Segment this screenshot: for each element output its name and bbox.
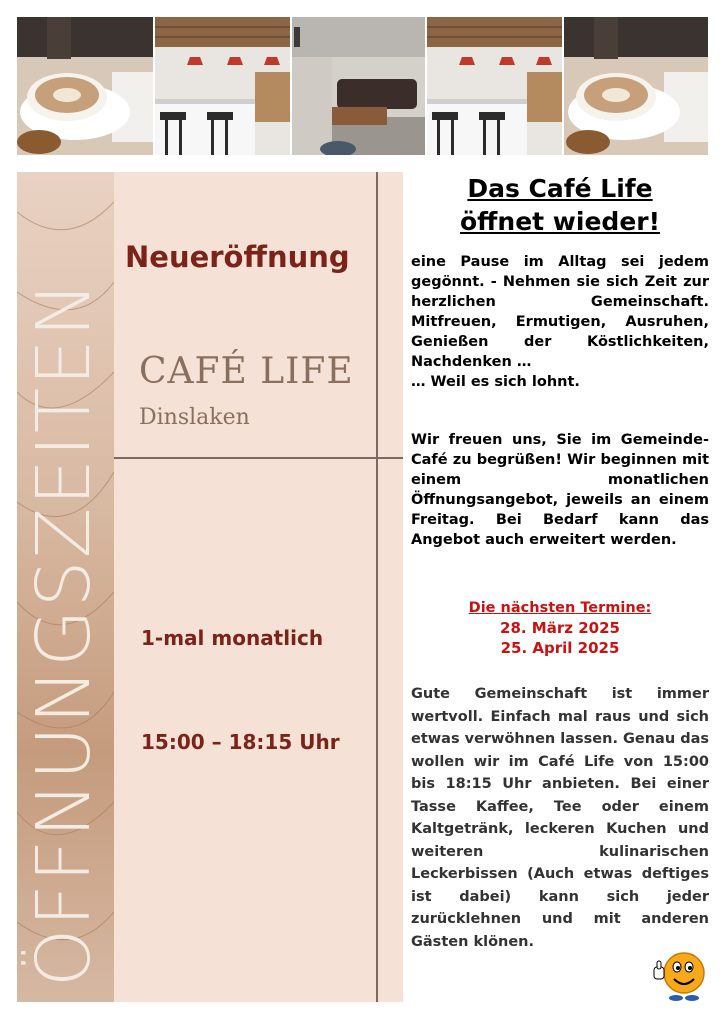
headline-line-1: Das Café Life [467,174,653,203]
vertical-title: ÖFFNUNGSZEITEN [21,279,107,987]
opening-hours-flyer [17,172,403,1002]
date-2: 25. April 2025 [500,639,620,657]
cafe-city: Dinslaken [139,405,250,430]
hours-text: 15:00 – 18:15 Uhr [141,730,340,754]
bar-photo-2 [427,17,562,155]
divider-vertical [376,172,378,1002]
divider-horizontal [114,457,403,459]
welcome-text: Wir freuen uns, Sie im Gemeinde-Café zu begrüßen! Wir beginnen mit einem monatlichen Öffnungsangebot, jeweils an einem Freitag. Bei Bedarf kann das Angebot auch erweitert werden. [411,432,709,548]
dates-title: Die nächsten Termine: [468,600,652,616]
date-1: 28. März 2025 [500,619,620,637]
dates-block [411,598,709,658]
thumbs-up-smiley-icon [650,945,708,1003]
lounge-photo [292,17,425,155]
closing-text: Gute Gemeinschaft ist immer wertvoll. Einfach mal raus und sich etwas verwöhnen lassen. Genau das wollen wir im Café Life von 15:00 bis 18:15 Uhr anbieten. Bei einer Tasse Kaffee, Tee oder einem Kaltgetränk, leckeren Kuchen und weiteren kulinarischen Leckerbissen (Auch etwas deftiges ist dabei) kann sich jeder zurücklehnen und mit anderen Gästen klönen. [411,686,710,950]
intro-tagline: … Weil es sich lohnt. [411,374,580,390]
coffee-photo-2 [564,17,708,155]
cafe-name: CAFÉ LIFE [139,351,354,392]
frequency-text: 1-mal monatlich [141,626,324,650]
headline [410,172,710,238]
coffee-photo [17,17,153,155]
flyer-heading: Neueröffnung [125,240,350,274]
bar-photo [155,17,290,155]
intro-text [411,252,709,392]
headline-line-2: öffnet wieder! [459,207,661,236]
intro-paragraph: eine Pause im Alltag sei jedem gegönnt. - Nehmen sie sich Zeit zur herzlichen Gemeinschaft. Mitfreuen, Ermutigen, Ausruhen, Genießen der Köstlichkeiten, Nachdenken … [411,254,709,370]
